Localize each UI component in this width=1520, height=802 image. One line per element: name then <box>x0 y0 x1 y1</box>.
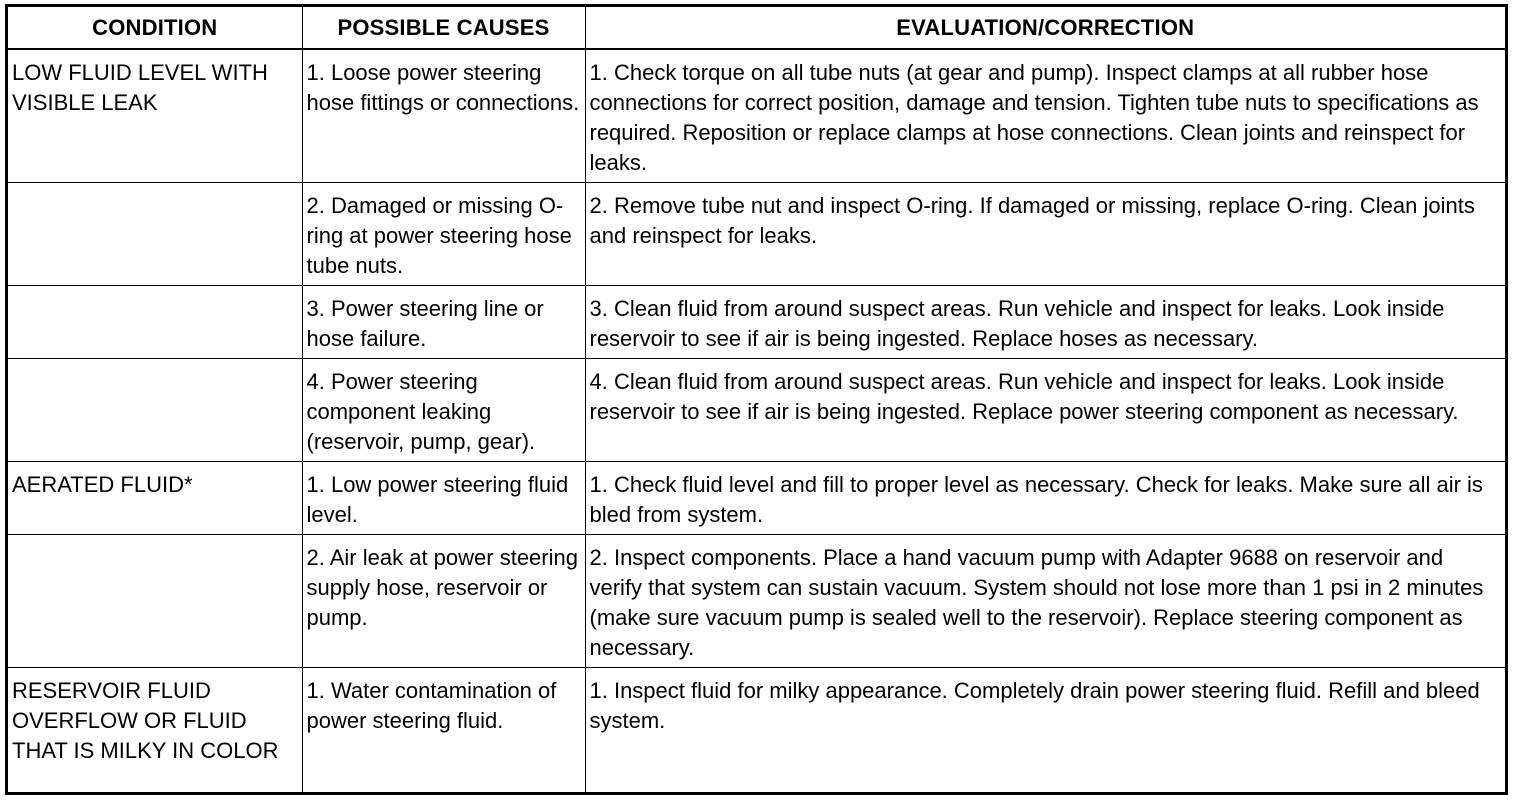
header-possible-causes: POSSIBLE CAUSES <box>302 7 585 49</box>
correction-cell: 2. Inspect components. Place a hand vacuum pump with Adapter 9688 on reservoir and verify that system can sustain vacuum. System should not lose more than 1 psi in 2 minutes (make sure vacuum pump is sealed well to the reservoir). Replace steering component as necessary. <box>585 535 1505 668</box>
header-condition: CONDITION <box>8 7 302 49</box>
diagnosis-table <box>8 7 1505 792</box>
table-row <box>8 49 1505 183</box>
table-row <box>8 462 1505 535</box>
diagnosis-table-frame <box>5 4 1508 795</box>
cause-cell: 4. Power steering component leaking (reservoir, pump, gear). <box>302 359 585 462</box>
table-row <box>8 668 1505 793</box>
cause-cell: 3. Power steering line or hose failure. <box>302 286 585 359</box>
table-row <box>8 286 1505 359</box>
table-row <box>8 359 1505 462</box>
condition-cell: LOW FLUID LEVEL WITH VISIBLE LEAK <box>8 49 302 183</box>
condition-cell: AERATED FLUID* <box>8 462 302 535</box>
condition-cell <box>8 286 302 359</box>
correction-cell: 3. Clean fluid from around suspect areas. Run vehicle and inspect for leaks. Look inside reservoir to see if air is being ingested. Replace hoses as necessary. <box>585 286 1505 359</box>
correction-cell: 1. Inspect fluid for milky appearance. Completely drain power steering fluid. Refill and bleed system. <box>585 668 1505 793</box>
cause-cell: 2. Damaged or missing O-ring at power steering hose tube nuts. <box>302 183 585 286</box>
condition-cell <box>8 535 302 668</box>
correction-cell: 1. Check torque on all tube nuts (at gear and pump). Inspect clamps at all rubber hose connections for correct position, damage and tension. Tighten tube nuts to specifications as required. Reposition or replace clamps at hose connections. Clean joints and reinspect for leaks. <box>585 49 1505 183</box>
table-row <box>8 183 1505 286</box>
correction-cell: 4. Clean fluid from around suspect areas. Run vehicle and inspect for leaks. Look inside reservoir to see if air is being ingested. Replace power steering component as necessary. <box>585 359 1505 462</box>
table-row <box>8 535 1505 668</box>
cause-cell: 1. Loose power steering hose fittings or connections. <box>302 49 585 183</box>
cause-cell: 1. Low power steering fluid level. <box>302 462 585 535</box>
header-row <box>8 7 1505 49</box>
correction-cell: 2. Remove tube nut and inspect O-ring. If damaged or missing, replace O-ring. Clean joints and reinspect for leaks. <box>585 183 1505 286</box>
header-evaluation-correction: EVALUATION/CORRECTION <box>585 7 1505 49</box>
correction-cell: 1. Check fluid level and fill to proper level as necessary. Check for leaks. Make sure all air is bled from system. <box>585 462 1505 535</box>
cause-cell: 2. Air leak at power steering supply hose, reservoir or pump. <box>302 535 585 668</box>
condition-cell <box>8 183 302 286</box>
condition-cell: RESERVOIR FLUID OVERFLOW OR FLUID THAT IS MILKY IN COLOR <box>8 668 302 793</box>
cause-cell: 1. Water contamination of power steering fluid. <box>302 668 585 793</box>
condition-cell <box>8 359 302 462</box>
